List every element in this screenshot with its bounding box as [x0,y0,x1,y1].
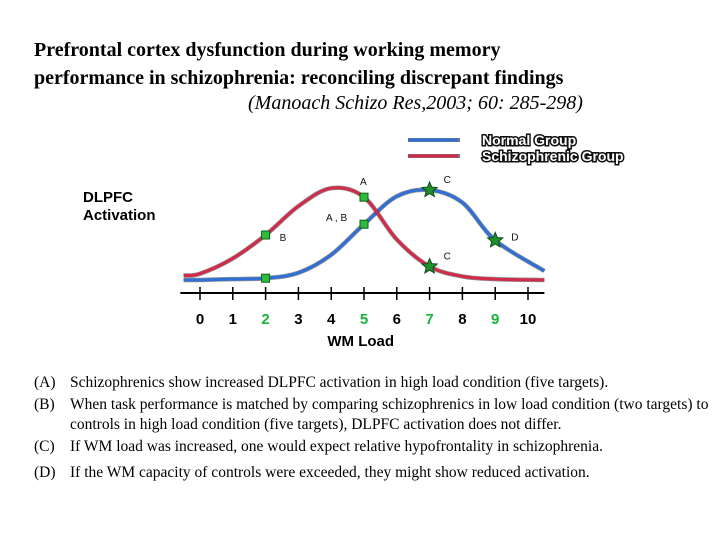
note-c [34,437,714,457]
title-line-1: Prefrontal cortex dysfunction during working memory [34,39,501,61]
x-tick-label: 5 [359,311,369,328]
annotation-label: A [360,177,367,189]
x-tick-label: 10 [519,311,537,328]
x-tick-label: 8 [458,311,467,328]
annotation-label: B [279,233,287,244]
citation: (Manoach Schizo Res,2003; 60: 285-298) [248,92,583,114]
note-a [34,373,714,393]
x-tick-label: 2 [261,311,270,328]
annotation-label: C [443,175,451,186]
note-text: Schizophrenics show increased DLPFC activation in high load condition (five targets). [70,374,609,391]
x-tick-label: 0 [195,311,205,328]
note-label: (B) [34,396,55,413]
note-label: (C) [34,438,55,455]
title-line-2: performance in schizophrenia: reconciling discrepant findings [34,67,564,89]
series-line-normal-group [184,190,545,280]
y-axis-label: Activation [83,207,156,224]
annotation-marker-star [422,182,437,196]
note-d [34,463,714,483]
annotation-label: D [511,232,519,244]
note-b [34,395,714,435]
legend-label-schizophrenic-group: Schizophrenic Group [482,148,624,164]
notes-list [34,373,714,485]
note-label: (A) [34,374,56,391]
annotation-marker-square [262,231,270,239]
annotation-marker-square [360,193,368,201]
x-tick-label: 6 [392,311,401,328]
annotation-marker-square [360,220,368,228]
x-tick-label: 4 [327,311,336,328]
x-tick-label: 1 [228,311,237,328]
x-axis-title: WM Load [327,333,395,350]
note-text: When task performance is matched by comparing schizophrenics in low load condition (two targets) to controls in high load condition (five targets), DLPFC activation does not differ. [70,396,709,433]
note-label: (D) [34,464,56,481]
x-tick-label: 9 [491,311,500,328]
annotation-marker-square [262,274,270,282]
x-tick-label: 7 [425,311,434,328]
legend-label-normal-group: Normal Group [482,132,577,148]
annotation-label: C [443,251,451,263]
y-axis-label: DLPFC [83,189,133,206]
note-text: If WM load was increased, one would expect relative hypofrontality in schizophrenia. [70,438,603,455]
x-tick-label: 3 [294,311,303,328]
annotation-label: A , B [326,213,348,225]
note-text: If the WM capacity of controls were exceeded, they might show reduced activation. [70,464,590,481]
